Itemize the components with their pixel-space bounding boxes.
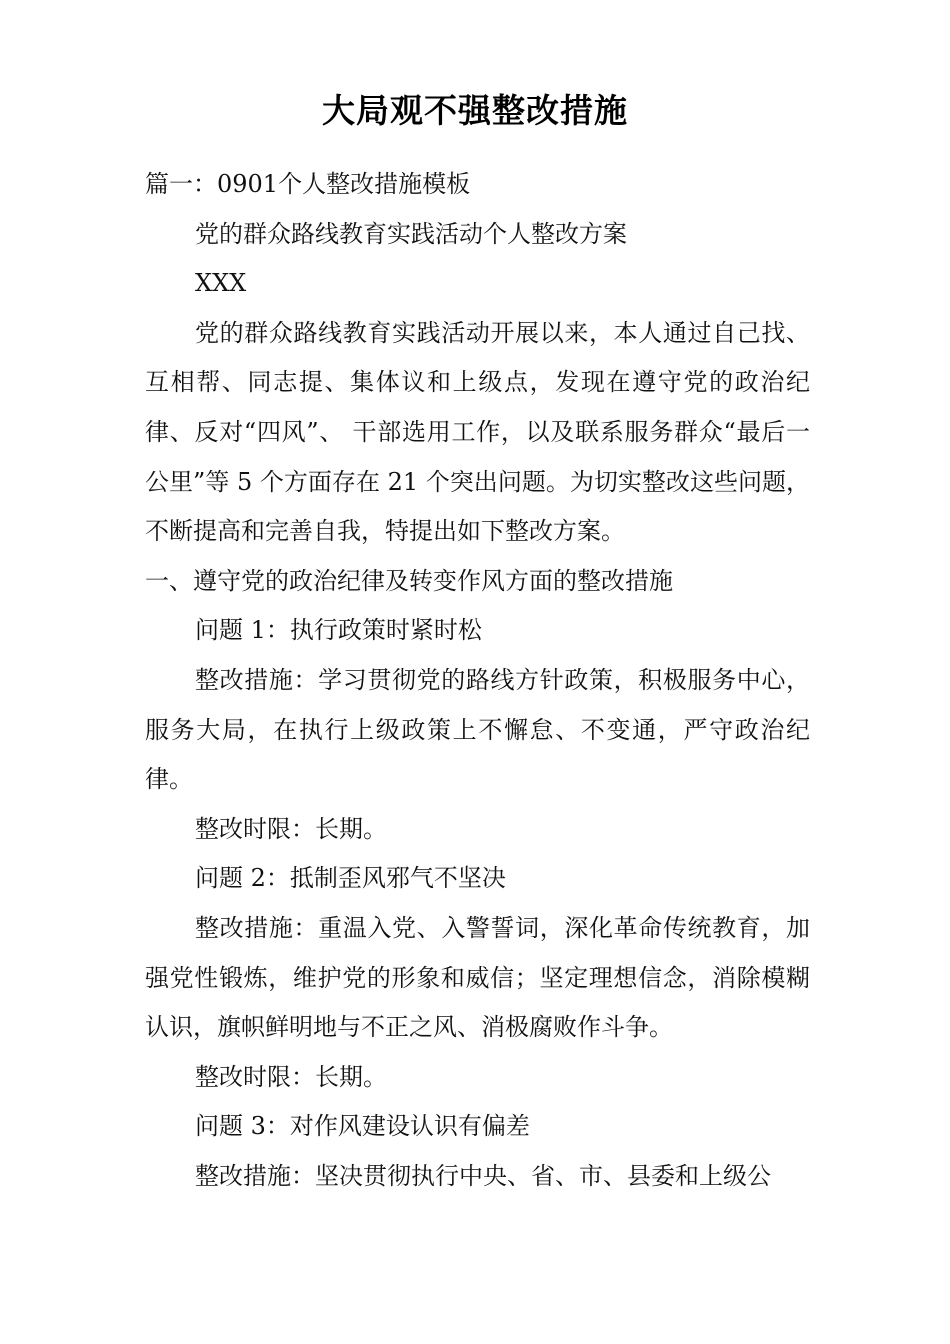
problem-1-measures: 整改措施：学习贯彻党的路线方针政策，积极服务中心，服务大局，在执行上级政策上不懈怠、不变通，严守政治纪律。 bbox=[145, 665, 810, 794]
problem-1-deadline: 整改时限：长期。 bbox=[195, 814, 387, 843]
document-body bbox=[145, 160, 810, 1201]
intro-paragraph: 党的群众路线教育实践活动开展以来，本人通过自己找、互相帮、同志提、集体议和上级点，发现在遵守党的政治纪律、反对“四风”、 干部选用工作，以及联系服务群众“最后一公里”等 5 个方面存在 21 个突出问题。为切实整改这些问题，不断提高和完善自我，特提出如下整改方案。 bbox=[145, 318, 810, 546]
problem-2-deadline: 整改时限：长期。 bbox=[195, 1062, 387, 1091]
section-heading-one: 一、遵守党的政治纪律及转变作风方面的整改措施 bbox=[145, 566, 673, 595]
section-heading-pian-yi: 篇一：0901个人整改措施模板 bbox=[145, 170, 471, 198]
problem-2-measures: 整改措施：重温入党、入警誓词，深化革命传统教育，加强党性锻炼，维护党的形象和威信；坚定理想信念，消除模糊认识，旗帜鲜明地与不正之风、消极腐败作斗争。 bbox=[145, 913, 810, 1042]
problem-3-measures: 整改措施：坚决贯彻执行中央、省、市、县委和上级公 bbox=[195, 1161, 771, 1190]
problem-2-heading: 问题 2：抵制歪风邪气不坚决 bbox=[195, 864, 506, 893]
problem-3-heading: 问题 3：对作风建设认识有偏差 bbox=[195, 1112, 530, 1141]
document-title: 大局观不强整改措施 bbox=[322, 91, 628, 130]
author-name: XXX bbox=[195, 269, 247, 298]
problem-1-heading: 问题 1：执行政策时紧时松 bbox=[195, 616, 482, 645]
plan-title: 党的群众路线教育实践活动个人整改方案 bbox=[195, 219, 627, 248]
